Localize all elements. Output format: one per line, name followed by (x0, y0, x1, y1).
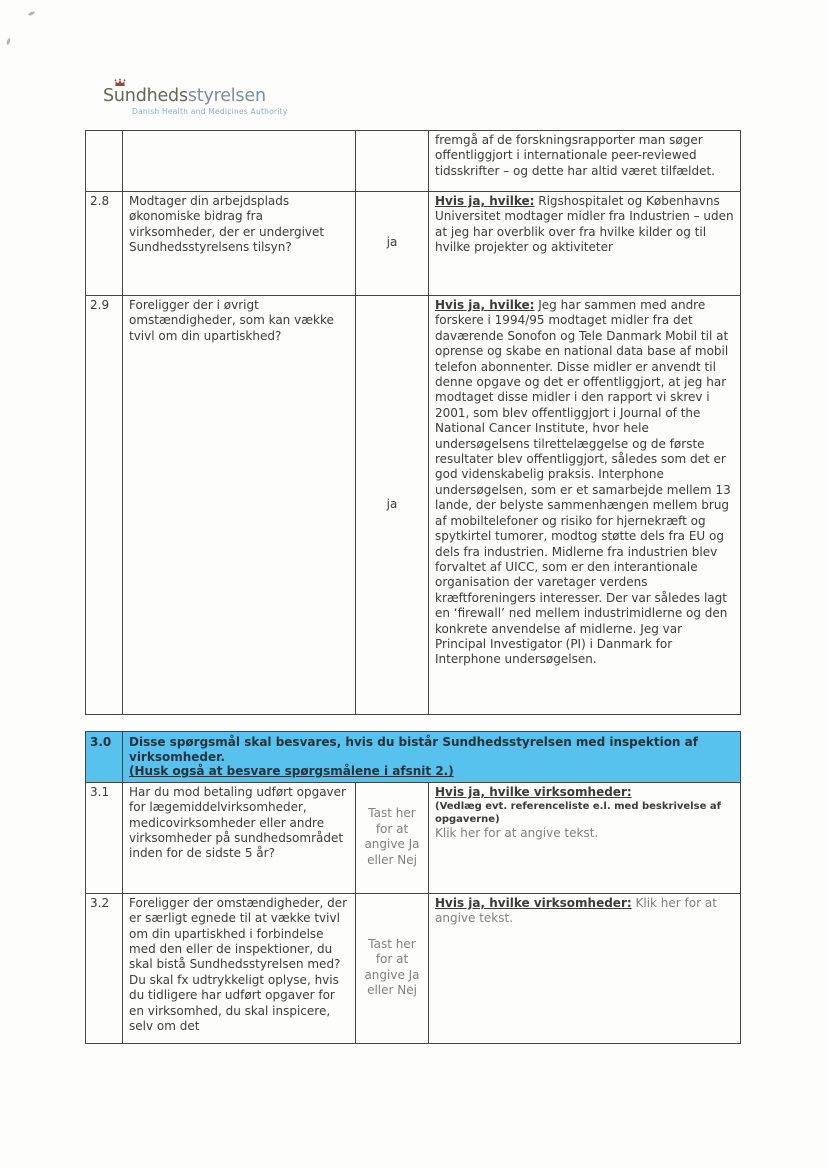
row-3-1 (86, 783, 741, 894)
answer-cell: ja (356, 192, 429, 296)
row-2-9 (86, 296, 741, 715)
question-cell: Foreligger der omstændigheder, der er særligt egnede til at vække tvivl om din upartiskhed i forbindelse med den eller de inspektioner, du skal bistå Sundhedsstyrelsen med? Du skal fx udtrykkeligt oplyse, hvis du tidligere har udført opgaver for en virksomhed, du skal inspicere, selv om det (123, 894, 356, 1044)
number-cell (86, 131, 123, 192)
brand-part-1: Sundheds (103, 86, 188, 106)
hvis-ja-virksomheder-label: Hvis ja, hvilke virksomheder: (435, 895, 632, 910)
answer-cell (356, 131, 429, 192)
details-cell (429, 192, 741, 296)
crown-icon (114, 78, 126, 87)
details-text: Rigshospitalet og Københavns Universitet modtager midler fra Industrien – uden at jeg har overblik over fra hvilke kilder og til hvilke projekter og aktiviteter (435, 194, 734, 255)
text-input-field[interactable]: Klik her for at angive tekst. (435, 895, 717, 926)
sundhedsstyrelsen-logo (103, 86, 288, 116)
number-cell: 3.1 (86, 783, 123, 894)
scan-artifact (28, 11, 36, 17)
answer-input-field[interactable]: Tast her for at angive Ja eller Nej (356, 783, 429, 894)
hvis-ja-label: Hvis ja, hvilke: (435, 194, 535, 208)
details-cell (429, 783, 741, 894)
question-cell: Foreligger der i øvrigt omstændigheder, som kan vække tvivl om din upartiskhed? (123, 296, 356, 715)
brand-part-2: styrelsen (187, 86, 266, 106)
reference-note: (Vedlæg evt. referenceliste e.l. med beskrivelse af opgaverne) (435, 801, 721, 825)
row-3-2 (86, 894, 741, 1044)
number-cell: 2.9 (86, 296, 123, 715)
hvis-ja-virksomheder-label: Hvis ja, hvilke virksomheder: (435, 784, 632, 799)
number-cell: 2.8 (86, 192, 123, 296)
section-title-line1: Disse spørgsmål skal besvares, hvis du bistår Sundhedsstyrelsen med inspektion af virksomheder. (129, 735, 698, 764)
section2-table (85, 130, 741, 715)
section-title-line2: (Husk også at besvare spørgsmålene i afsnit 2.) (129, 764, 454, 779)
answer-cell: ja (356, 296, 429, 715)
logo-subtitle: Danish Health and Medicines Authority (132, 107, 288, 116)
scan-artifact (6, 38, 11, 46)
details-cell (429, 131, 741, 192)
section-number: 3.0 (86, 732, 123, 783)
hvis-ja-label: Hvis ja, hvilke: (435, 298, 535, 312)
section3-table (85, 731, 741, 1044)
details-cell (429, 296, 741, 715)
text-input-field[interactable]: Klik her for at angive tekst. (435, 826, 599, 841)
question-cell: Modtager din arbejdsplads økonomiske bidrag fra virksomheder, der er undergivet Sundhedsstyrelsens tilsyn? (123, 192, 356, 296)
details-continuation-text: fremgå af de forskningsrapporter man søger offentliggjort i internationale peer-reviewed tidsskrifter – og dette har altid været tilfældet. (435, 133, 715, 178)
row-2-8 (86, 192, 741, 296)
question-cell (123, 131, 356, 192)
section3-header-row (86, 732, 741, 783)
details-cell (429, 894, 741, 1044)
number-cell: 3.2 (86, 894, 123, 1044)
section-title (123, 732, 741, 783)
row-2-7-continuation (86, 131, 741, 192)
question-cell: Har du mod betaling udført opgaver for lægemiddelvirksomheder, medicovirksomheder eller andre virksomheder på sundhedsområdet inden for de sidste 5 år? (123, 783, 356, 894)
logo-wordmark (103, 86, 288, 106)
details-text: Jeg har sammen med andre forskere i 1994/95 modtaget midler fra det daværende Sonofon og Tele Danmark Mobil til at oprense og skabe en national data base af mobil telefon abonnenter. Disse midler er anvendt til denne opgave og det er offentliggjort, at jeg har modtaget disse midler i den rapport vi skrev i 2001, som blev offentliggjort i Journal of the National Cancer Institute, hvor hele undersøgelsens tilrettelæggelse og de første resultater blev offentliggjort, således som det er god videnskabelig praksis. Interphone undersøgelsen, som er et samarbejde mellem 13 lande, der belyste sammenhængen mellem brug af mobiltelefoner og risiko for hjernekræft og spytkirtel tumorer, modtog støtte dels fra EU og dels fra industrien. Midlerne fra industrien blev forvaltet af UICC, som er den interantionale organisation der varetager verdens kræftforeningers interesser. Der var således lagt en ‘firewall’ ned mellem industrimidlerne og den konkrete anvendelse af midlerne. Jeg var Principal Investigator (PI) i Danmark for Interphone undersøgelsen. (435, 298, 731, 667)
answer-input-field[interactable]: Tast her for at angive Ja eller Nej (356, 894, 429, 1044)
